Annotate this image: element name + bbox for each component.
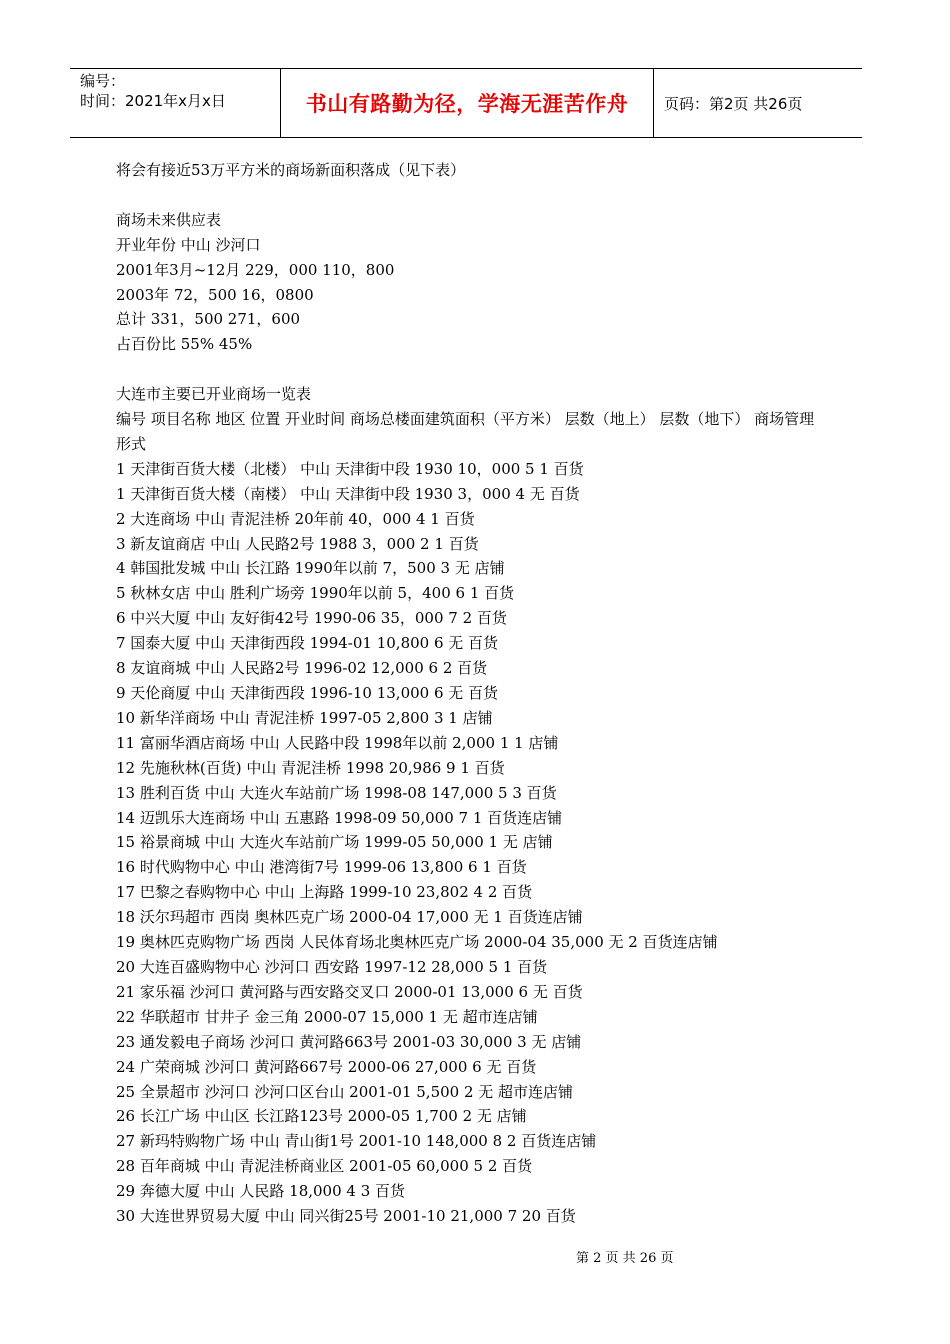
document-time: 时间：2021年x月x日	[80, 92, 226, 110]
supply-table-title: 商场未来供应表	[116, 210, 222, 229]
supply-table-row: 2003年 72，500 16，0800	[116, 285, 314, 304]
mall-list-row: 1 天津街百货大楼（南楼） 中山 天津街中段 1930 3，000 4 无 百货	[116, 484, 580, 503]
mall-list-row: 1 天津街百货大楼（北楼） 中山 天津街中段 1930 10，000 5 1 百货	[116, 459, 584, 478]
mall-list-row: 8 友谊商城 中山 人民路2号 1996-02 12,000 6 2 百货	[116, 659, 488, 678]
mall-list-rows	[116, 457, 828, 1229]
mall-list-row: 25 全景超市 沙河口 沙河口区台山 2001-01 5,500 2 无 超市连店铺	[116, 1082, 574, 1101]
mall-list-row: 20 大连百盛购物中心 沙河口 西安路 1997-12 28,000 5 1 百货	[116, 957, 548, 976]
mall-list-row: 7 国泰大厦 中山 天津街西段 1994-01 10,800 6 无 百货	[116, 634, 499, 653]
header-slogan: 书山有路勤为径，学海无涯苦作舟	[280, 69, 654, 137]
mall-list-row: 13 胜利百货 中山 大连火车站前广场 1998-08 147,000 5 3 百货	[116, 783, 557, 802]
mall-list-row: 23 通发毅电子商场 沙河口 黄河路663号 2001-03 30,000 3 无 店铺	[116, 1032, 582, 1051]
document-number-label: 编号：	[80, 72, 126, 90]
supply-table-row: 占百份比 55% 45%	[116, 335, 253, 354]
mall-list-row: 4 韩国批发城 中山 长江路 1990年以前 7，500 3 无 店铺	[116, 559, 505, 578]
mall-list-header: 编号 项目名称 地区 位置 开业时间 商场总楼面建筑面积（平方米） 层数（地上） 层数（地下） 商场管理形式	[116, 410, 815, 453]
mall-list-row: 26 长江广场 中山区 长江路123号 2000-05 1,700 2 无 店铺	[116, 1107, 527, 1126]
mall-list-row: 24 广荣商城 沙河口 黄河路667号 2000-06 27,000 6 无 百货	[116, 1057, 537, 1076]
mall-list-row: 14 迈凯乐大连商场 中山 五惠路 1998-09 50,000 7 1 百货连店铺	[116, 808, 563, 827]
header-page-info: 页码：第2页 共26页	[664, 94, 803, 113]
supply-table-header: 开业年份 中山 沙河口	[116, 235, 261, 254]
mall-list-row: 16 时代购物中心 中山 港湾街7号 1999-06 13,800 6 1 百货	[116, 858, 527, 877]
mall-list-row: 28 百年商城 中山 青泥洼桥商业区 2001-05 60,000 5 2 百货	[116, 1157, 533, 1176]
mall-list-row: 2 大连商场 中山 青泥洼桥 20年前 40，000 4 1 百货	[116, 509, 475, 528]
page-header	[70, 68, 862, 138]
header-meta	[70, 69, 280, 139]
mall-list-row: 6 中兴大厦 中山 友好街42号 1990-06 35，000 7 2 百货	[116, 609, 507, 628]
footer-page-number: 第 2 页 共 26 页	[576, 1251, 674, 1266]
mall-list-row: 3 新友谊商店 中山 人民路2号 1988 3，000 2 1 百货	[116, 534, 479, 553]
supply-table-row: 总计 331，500 271，600	[116, 310, 301, 329]
mall-list-row: 12 先施秋林(百货) 中山 青泥洼桥 1998 20,986 9 1 百货	[116, 758, 505, 777]
blank-line	[116, 357, 828, 382]
mall-list-row: 21 家乐福 沙河口 黄河路与西安路交叉口 2000-01 13,000 6 无 百货	[116, 982, 583, 1001]
mall-list-row: 19 奥林匹克购物广场 西岗 人民体育场北奥林匹克广场 2000-04 35,000 无 2 百货连店铺	[116, 933, 718, 952]
mall-list-row: 27 新玛特购物广场 中山 青山街1号 2001-10 148,000 8 2 百货连店铺	[116, 1132, 597, 1151]
mall-list-title: 大连市主要已开业商场一览表	[116, 385, 312, 404]
mall-list-row: 17 巴黎之春购物中心 中山 上海路 1999-10 23,802 4 2 百货	[116, 883, 533, 902]
blank-line	[116, 183, 828, 208]
mall-list-row: 5 秋林女店 中山 胜利广场旁 1990年以前 5，400 6 1 百货	[116, 584, 515, 603]
mall-list-row: 22 华联超市 甘井子 金三角 2000-07 15,000 1 无 超市连店铺	[116, 1007, 538, 1026]
mall-list-row: 30 大连世界贸易大厦 中山 同兴街25号 2001-10 21,000 7 20 百货	[116, 1207, 576, 1226]
supply-table-rows	[116, 258, 828, 358]
mall-list-row: 11 富丽华酒店商场 中山 人民路中段 1998年以前 2,000 1 1 店铺	[116, 733, 559, 752]
document-body	[116, 158, 828, 1229]
mall-list-row: 15 裕景商城 中山 大连火车站前广场 1999-05 50,000 1 无 店铺	[116, 833, 553, 852]
mall-list-row: 9 天伦商厦 中山 天津街西段 1996-10 13,000 6 无 百货	[116, 684, 499, 702]
intro-paragraph: 将会有接近53万平方米的商场新面积落成（见下表）	[116, 161, 466, 179]
mall-list-row: 18 沃尔玛超市 西岗 奥林匹克广场 2000-04 17,000 无 1 百货连店铺	[116, 908, 583, 927]
mall-list-row: 29 奔德大厦 中山 人民路 18,000 4 3 百货	[116, 1182, 406, 1201]
mall-list-row: 10 新华洋商场 中山 青泥洼桥 1997-05 2,800 3 1 店铺	[116, 708, 493, 727]
supply-table-row: 2001年3月~12月 229，000 110，800	[116, 260, 395, 279]
